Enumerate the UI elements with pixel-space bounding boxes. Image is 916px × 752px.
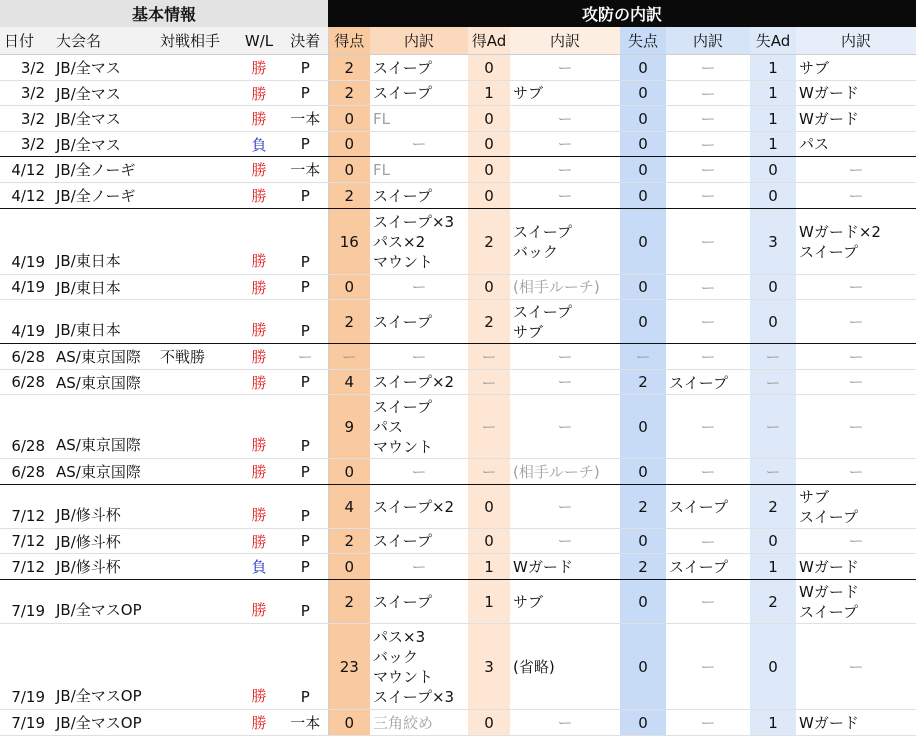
row-lost-detail[interactable]: スイープ xyxy=(666,485,750,529)
row-event[interactable]: JB/全マス xyxy=(53,55,157,81)
row-lost-detail[interactable]: ー xyxy=(666,580,750,624)
row-finish[interactable]: P xyxy=(283,529,328,554)
row-adv[interactable]: 0 xyxy=(468,275,510,300)
row-finish[interactable]: 一本 xyxy=(283,710,328,736)
row-lost-adv[interactable]: ー xyxy=(750,344,796,370)
row-points-detail[interactable]: スイープ×2 xyxy=(370,370,468,395)
row-date[interactable]: 4/19 xyxy=(0,300,53,344)
row-points-detail[interactable]: パス×3 バック マウント スイープ×3 xyxy=(370,624,468,710)
row-points-detail[interactable]: スイープ×3 パス×2 マウント xyxy=(370,209,468,275)
row-opponent[interactable] xyxy=(157,209,235,275)
row-lost-detail[interactable]: ー xyxy=(666,459,750,485)
col-header-adv-detail[interactable]: 内訳 xyxy=(510,27,620,55)
group-attack-header: 攻防の内訳 xyxy=(328,0,916,27)
row-adv-detail[interactable]: Wガード xyxy=(510,554,620,580)
row-points-detail[interactable]: ー xyxy=(370,459,468,485)
row-lost-adv-detail[interactable]: サブ スイープ xyxy=(796,485,916,529)
row-points[interactable]: 2 xyxy=(328,529,370,554)
row-date[interactable]: 7/12 xyxy=(0,554,53,580)
row-lost-detail[interactable]: ー xyxy=(666,55,750,81)
row-event[interactable]: JB/修斗杯 xyxy=(53,529,157,554)
row-finish[interactable]: 一本 xyxy=(283,157,328,183)
table-row[interactable] xyxy=(0,55,916,81)
row-lost[interactable]: 0 xyxy=(620,529,666,554)
row-adv-detail[interactable]: ー xyxy=(510,370,620,395)
row-lost-adv-detail[interactable]: Wガード xyxy=(796,81,916,106)
table-row[interactable] xyxy=(0,209,916,275)
col-header-points-detail[interactable]: 内訳 xyxy=(370,27,468,55)
row-adv-detail[interactable]: スイープ バック xyxy=(510,209,620,275)
row-event[interactable]: JB/修斗杯 xyxy=(53,485,157,529)
row-date[interactable]: 7/19 xyxy=(0,710,53,736)
row-event[interactable]: AS/東京国際 xyxy=(53,395,157,459)
row-points-detail[interactable]: スイープ xyxy=(370,183,468,209)
row-lost-detail[interactable]: ー xyxy=(666,106,750,132)
row-opponent[interactable] xyxy=(157,485,235,529)
row-lost-adv[interactable]: ー xyxy=(750,395,796,459)
row-adv[interactable]: 0 xyxy=(468,529,510,554)
row-opponent[interactable] xyxy=(157,275,235,300)
row-date[interactable]: 4/19 xyxy=(0,209,53,275)
row-lost-detail[interactable]: ー xyxy=(666,157,750,183)
row-adv-detail[interactable]: ー xyxy=(510,395,620,459)
row-lost-adv-detail[interactable]: Wガード×2 スイープ xyxy=(796,209,916,275)
row-adv[interactable]: ー xyxy=(468,395,510,459)
row-lost-adv[interactable]: 1 xyxy=(750,132,796,157)
row-adv-detail[interactable]: ー xyxy=(510,344,620,370)
row-lost-detail[interactable]: ー xyxy=(666,183,750,209)
row-event[interactable]: JB/全マス xyxy=(53,132,157,157)
col-header-adv[interactable]: 得Ad xyxy=(468,27,510,55)
row-wl[interactable]: 勝 xyxy=(235,710,283,736)
row-adv[interactable]: ー xyxy=(468,370,510,395)
row-date[interactable]: 3/2 xyxy=(0,132,53,157)
row-adv[interactable]: 0 xyxy=(468,55,510,81)
row-adv[interactable]: 1 xyxy=(468,554,510,580)
row-adv[interactable]: 0 xyxy=(468,106,510,132)
row-lost[interactable]: 2 xyxy=(620,554,666,580)
row-opponent[interactable] xyxy=(157,395,235,459)
row-date[interactable]: 4/19 xyxy=(0,275,53,300)
row-lost[interactable]: 0 xyxy=(620,275,666,300)
row-date[interactable]: 7/12 xyxy=(0,485,53,529)
row-lost-adv[interactable]: 0 xyxy=(750,624,796,710)
row-points-detail[interactable]: スイープ xyxy=(370,529,468,554)
row-adv-detail[interactable]: ー xyxy=(510,485,620,529)
row-lost-adv-detail[interactable]: ー xyxy=(796,344,916,370)
row-lost-detail[interactable]: ー xyxy=(666,300,750,344)
row-lost-detail[interactable]: ー xyxy=(666,132,750,157)
row-points[interactable]: 2 xyxy=(328,580,370,624)
table-row[interactable] xyxy=(0,554,916,580)
row-event[interactable]: JB/全マス xyxy=(53,81,157,106)
row-adv[interactable]: 0 xyxy=(468,485,510,529)
row-points[interactable]: 0 xyxy=(328,275,370,300)
row-lost-adv-detail[interactable]: ー xyxy=(796,395,916,459)
row-points-detail[interactable]: ー xyxy=(370,554,468,580)
row-date[interactable]: 7/12 xyxy=(0,529,53,554)
row-points-detail[interactable]: スイープ xyxy=(370,81,468,106)
row-lost-adv-detail[interactable]: サブ xyxy=(796,55,916,81)
row-opponent[interactable] xyxy=(157,132,235,157)
row-points-detail[interactable]: ー xyxy=(370,132,468,157)
row-date[interactable]: 7/19 xyxy=(0,624,53,710)
row-lost-detail[interactable]: スイープ xyxy=(666,370,750,395)
row-finish[interactable]: P xyxy=(283,459,328,485)
row-points-detail[interactable]: ー xyxy=(370,275,468,300)
row-finish[interactable]: P xyxy=(283,395,328,459)
row-opponent[interactable] xyxy=(157,55,235,81)
row-lost-adv-detail[interactable]: ー xyxy=(796,459,916,485)
row-lost[interactable]: 0 xyxy=(620,624,666,710)
row-opponent[interactable] xyxy=(157,81,235,106)
row-points[interactable]: 0 xyxy=(328,710,370,736)
row-points[interactable]: 9 xyxy=(328,395,370,459)
row-date[interactable]: 7/19 xyxy=(0,580,53,624)
row-points[interactable]: 4 xyxy=(328,370,370,395)
row-lost-adv[interactable]: 0 xyxy=(750,300,796,344)
row-lost-detail[interactable]: ー xyxy=(666,81,750,106)
table-row[interactable] xyxy=(0,157,916,183)
row-opponent[interactable] xyxy=(157,106,235,132)
table-row[interactable] xyxy=(0,106,916,132)
row-wl[interactable]: 勝 xyxy=(235,344,283,370)
row-lost-adv-detail[interactable]: Wガード xyxy=(796,106,916,132)
row-wl[interactable]: 負 xyxy=(235,132,283,157)
row-points-detail[interactable]: 三角絞め xyxy=(370,710,468,736)
row-points-detail[interactable]: FL xyxy=(370,157,468,183)
row-lost[interactable]: 0 xyxy=(620,81,666,106)
row-adv-detail[interactable]: ー xyxy=(510,132,620,157)
row-points[interactable]: 2 xyxy=(328,183,370,209)
row-wl[interactable]: 勝 xyxy=(235,529,283,554)
row-adv-detail[interactable]: ー xyxy=(510,183,620,209)
row-event[interactable]: AS/東京国際 xyxy=(53,459,157,485)
row-event[interactable]: JB/修斗杯 xyxy=(53,554,157,580)
row-finish[interactable]: ー xyxy=(283,344,328,370)
col-header-points[interactable]: 得点 xyxy=(328,27,370,55)
row-lost-adv-detail[interactable]: パス xyxy=(796,132,916,157)
col-header-wl[interactable]: W/L xyxy=(235,27,283,55)
row-finish[interactable]: P xyxy=(283,55,328,81)
row-wl[interactable]: 勝 xyxy=(235,485,283,529)
row-adv-detail[interactable]: ー xyxy=(510,157,620,183)
row-date[interactable]: 6/28 xyxy=(0,370,53,395)
row-event[interactable]: JB/東日本 xyxy=(53,275,157,300)
row-lost[interactable]: ー xyxy=(620,344,666,370)
row-opponent[interactable] xyxy=(157,157,235,183)
row-opponent[interactable] xyxy=(157,183,235,209)
row-lost[interactable]: 0 xyxy=(620,300,666,344)
table-row[interactable] xyxy=(0,183,916,209)
row-lost[interactable]: 0 xyxy=(620,183,666,209)
row-points[interactable]: 2 xyxy=(328,81,370,106)
row-finish[interactable]: P xyxy=(283,275,328,300)
table-row[interactable] xyxy=(0,485,916,529)
row-lost-adv[interactable]: 3 xyxy=(750,209,796,275)
row-lost-adv[interactable]: ー xyxy=(750,370,796,395)
row-date[interactable]: 6/28 xyxy=(0,459,53,485)
row-points-detail[interactable]: スイープ パス マウント xyxy=(370,395,468,459)
row-lost-adv[interactable]: 1 xyxy=(750,710,796,736)
row-finish[interactable]: P xyxy=(283,132,328,157)
row-adv[interactable]: 0 xyxy=(468,132,510,157)
row-lost-adv-detail[interactable]: ー xyxy=(796,183,916,209)
table-row[interactable] xyxy=(0,81,916,106)
col-header-lost[interactable]: 失点 xyxy=(620,27,666,55)
table-row[interactable] xyxy=(0,370,916,395)
row-wl[interactable]: 勝 xyxy=(235,624,283,710)
row-points[interactable]: 0 xyxy=(328,157,370,183)
table-row[interactable] xyxy=(0,459,916,485)
row-finish[interactable]: P xyxy=(283,580,328,624)
row-points[interactable]: 0 xyxy=(328,132,370,157)
row-lost-adv[interactable]: 1 xyxy=(750,81,796,106)
row-finish[interactable]: P xyxy=(283,624,328,710)
row-opponent[interactable] xyxy=(157,554,235,580)
row-lost-adv[interactable]: 1 xyxy=(750,55,796,81)
row-points-detail[interactable]: FL xyxy=(370,106,468,132)
row-wl[interactable]: 勝 xyxy=(235,209,283,275)
row-points[interactable]: 16 xyxy=(328,209,370,275)
row-event[interactable]: JB/全ノーギ xyxy=(53,183,157,209)
row-adv-detail[interactable]: スイープ サブ xyxy=(510,300,620,344)
row-wl[interactable]: 勝 xyxy=(235,300,283,344)
row-date[interactable]: 3/2 xyxy=(0,106,53,132)
row-lost[interactable]: 0 xyxy=(620,106,666,132)
row-wl[interactable]: 勝 xyxy=(235,81,283,106)
row-lost-adv-detail[interactable]: ー xyxy=(796,275,916,300)
row-lost[interactable]: 0 xyxy=(620,55,666,81)
row-adv[interactable]: 3 xyxy=(468,624,510,710)
row-lost-adv[interactable]: 0 xyxy=(750,275,796,300)
col-header-date[interactable]: 日付 xyxy=(0,27,53,55)
row-date[interactable]: 6/28 xyxy=(0,344,53,370)
row-adv-detail[interactable]: (相手ルーチ) xyxy=(510,459,620,485)
row-event[interactable]: JB/全マスOP xyxy=(53,580,157,624)
table-row[interactable] xyxy=(0,300,916,344)
row-lost-detail[interactable]: ー xyxy=(666,529,750,554)
row-adv-detail[interactable]: ー xyxy=(510,106,620,132)
row-opponent[interactable] xyxy=(157,459,235,485)
row-wl[interactable]: 勝 xyxy=(235,275,283,300)
table-body xyxy=(0,55,916,736)
row-event[interactable]: JB/全マスOP xyxy=(53,624,157,710)
row-wl[interactable]: 勝 xyxy=(235,370,283,395)
group-basic-header: 基本情報 xyxy=(0,0,328,27)
col-header-event[interactable]: 大会名 xyxy=(53,27,157,55)
row-lost-detail[interactable]: ー xyxy=(666,209,750,275)
row-adv-detail[interactable]: サブ xyxy=(510,580,620,624)
row-finish[interactable]: P xyxy=(283,209,328,275)
row-event[interactable]: JB/全ノーギ xyxy=(53,157,157,183)
row-lost[interactable]: 0 xyxy=(620,209,666,275)
row-finish[interactable]: P xyxy=(283,183,328,209)
row-finish[interactable]: P xyxy=(283,300,328,344)
row-wl[interactable]: 勝 xyxy=(235,106,283,132)
row-finish[interactable]: P xyxy=(283,485,328,529)
row-lost-adv[interactable]: ー xyxy=(750,459,796,485)
row-points-detail[interactable]: スイープ xyxy=(370,55,468,81)
row-lost-adv-detail[interactable]: ー xyxy=(796,300,916,344)
row-adv[interactable]: 0 xyxy=(468,157,510,183)
row-adv[interactable]: ー xyxy=(468,459,510,485)
row-adv-detail[interactable]: (相手ルーチ) xyxy=(510,275,620,300)
row-points[interactable]: 4 xyxy=(328,485,370,529)
row-lost[interactable]: 2 xyxy=(620,485,666,529)
row-lost-adv-detail[interactable]: ー xyxy=(796,157,916,183)
table-row[interactable] xyxy=(0,710,916,736)
row-lost-adv-detail[interactable]: ー xyxy=(796,624,916,710)
row-finish[interactable]: P xyxy=(283,370,328,395)
row-points[interactable]: 2 xyxy=(328,55,370,81)
row-lost-detail[interactable]: ー xyxy=(666,395,750,459)
row-points[interactable]: 0 xyxy=(328,459,370,485)
table-row[interactable] xyxy=(0,275,916,300)
row-adv[interactable]: 2 xyxy=(468,209,510,275)
row-lost-detail[interactable]: ー xyxy=(666,624,750,710)
row-adv[interactable]: 1 xyxy=(468,81,510,106)
row-lost-adv-detail[interactable]: Wガード xyxy=(796,554,916,580)
row-adv[interactable]: ー xyxy=(468,344,510,370)
row-points-detail[interactable]: スイープ xyxy=(370,580,468,624)
row-lost-adv[interactable]: 0 xyxy=(750,183,796,209)
row-event[interactable]: JB/東日本 xyxy=(53,209,157,275)
table-row[interactable] xyxy=(0,344,916,370)
row-points-detail[interactable]: スイープ xyxy=(370,300,468,344)
row-wl[interactable]: 勝 xyxy=(235,157,283,183)
row-adv-detail[interactable]: (省略) xyxy=(510,624,620,710)
row-event[interactable]: AS/東京国際 xyxy=(53,344,157,370)
row-points-detail[interactable]: スイープ×2 xyxy=(370,485,468,529)
row-lost[interactable]: 2 xyxy=(620,370,666,395)
row-lost-adv[interactable]: 0 xyxy=(750,529,796,554)
row-date[interactable]: 6/28 xyxy=(0,395,53,459)
row-adv-detail[interactable]: サブ xyxy=(510,81,620,106)
row-adv[interactable]: 0 xyxy=(468,183,510,209)
col-header-finish[interactable]: 決着 xyxy=(283,27,328,55)
row-opponent[interactable] xyxy=(157,580,235,624)
row-finish[interactable]: P xyxy=(283,81,328,106)
row-event[interactable]: AS/東京国際 xyxy=(53,370,157,395)
row-lost[interactable]: 0 xyxy=(620,395,666,459)
row-lost-adv[interactable]: 1 xyxy=(750,106,796,132)
row-event[interactable]: JB/全マスOP xyxy=(53,710,157,736)
table-row[interactable] xyxy=(0,132,916,157)
row-wl[interactable]: 負 xyxy=(235,554,283,580)
row-lost-adv-detail[interactable]: ー xyxy=(796,370,916,395)
row-points[interactable]: 0 xyxy=(328,554,370,580)
row-lost-adv[interactable]: 2 xyxy=(750,485,796,529)
row-opponent[interactable] xyxy=(157,710,235,736)
row-lost-detail[interactable]: ー xyxy=(666,710,750,736)
row-lost[interactable]: 0 xyxy=(620,580,666,624)
row-wl[interactable]: 勝 xyxy=(235,580,283,624)
row-adv-detail[interactable]: ー xyxy=(510,529,620,554)
row-date[interactable]: 4/12 xyxy=(0,157,53,183)
row-points[interactable]: 0 xyxy=(328,106,370,132)
col-header-opponent[interactable]: 対戦相手 xyxy=(157,27,235,55)
row-lost-detail[interactable]: ー xyxy=(666,344,750,370)
row-date[interactable]: 3/2 xyxy=(0,55,53,81)
row-adv[interactable]: 0 xyxy=(468,710,510,736)
row-lost-detail[interactable]: スイープ xyxy=(666,554,750,580)
row-date[interactable]: 3/2 xyxy=(0,81,53,106)
table-row[interactable] xyxy=(0,395,916,459)
row-adv-detail[interactable]: ー xyxy=(510,710,620,736)
table-row[interactable] xyxy=(0,529,916,554)
row-points-detail[interactable]: ー xyxy=(370,344,468,370)
row-lost-adv[interactable]: 1 xyxy=(750,554,796,580)
row-lost-detail[interactable]: ー xyxy=(666,275,750,300)
col-header-lost-detail[interactable]: 内訳 xyxy=(666,27,750,55)
row-lost[interactable]: 0 xyxy=(620,710,666,736)
row-lost-adv-detail[interactable]: Wガード スイープ xyxy=(796,580,916,624)
row-lost[interactable]: 0 xyxy=(620,132,666,157)
col-header-lost-adv[interactable]: 失Ad xyxy=(750,27,796,55)
row-points[interactable]: ー xyxy=(328,344,370,370)
row-adv[interactable]: 1 xyxy=(468,580,510,624)
row-opponent[interactable]: 不戦勝 xyxy=(157,344,235,370)
row-adv[interactable]: 2 xyxy=(468,300,510,344)
row-date[interactable]: 4/12 xyxy=(0,183,53,209)
row-lost[interactable]: 0 xyxy=(620,157,666,183)
col-header-lost-adv-detail[interactable]: 内訳 xyxy=(796,27,916,55)
table-row[interactable] xyxy=(0,580,916,624)
row-lost-adv-detail[interactable]: ー xyxy=(796,529,916,554)
row-finish[interactable]: P xyxy=(283,554,328,580)
row-opponent[interactable] xyxy=(157,370,235,395)
row-wl[interactable]: 勝 xyxy=(235,183,283,209)
table-row[interactable] xyxy=(0,624,916,710)
row-wl[interactable]: 勝 xyxy=(235,55,283,81)
row-points[interactable]: 2 xyxy=(328,300,370,344)
row-event[interactable]: JB/全マス xyxy=(53,106,157,132)
row-opponent[interactable] xyxy=(157,624,235,710)
row-opponent[interactable] xyxy=(157,529,235,554)
row-lost-adv[interactable]: 2 xyxy=(750,580,796,624)
row-adv-detail[interactable]: ー xyxy=(510,55,620,81)
row-lost[interactable]: 0 xyxy=(620,459,666,485)
row-lost-adv[interactable]: 0 xyxy=(750,157,796,183)
row-wl[interactable]: 勝 xyxy=(235,395,283,459)
row-lost-adv-detail[interactable]: Wガード xyxy=(796,710,916,736)
row-opponent[interactable] xyxy=(157,300,235,344)
row-event[interactable]: JB/東日本 xyxy=(53,300,157,344)
row-points[interactable]: 23 xyxy=(328,624,370,710)
row-wl[interactable]: 勝 xyxy=(235,459,283,485)
row-finish[interactable]: 一本 xyxy=(283,106,328,132)
